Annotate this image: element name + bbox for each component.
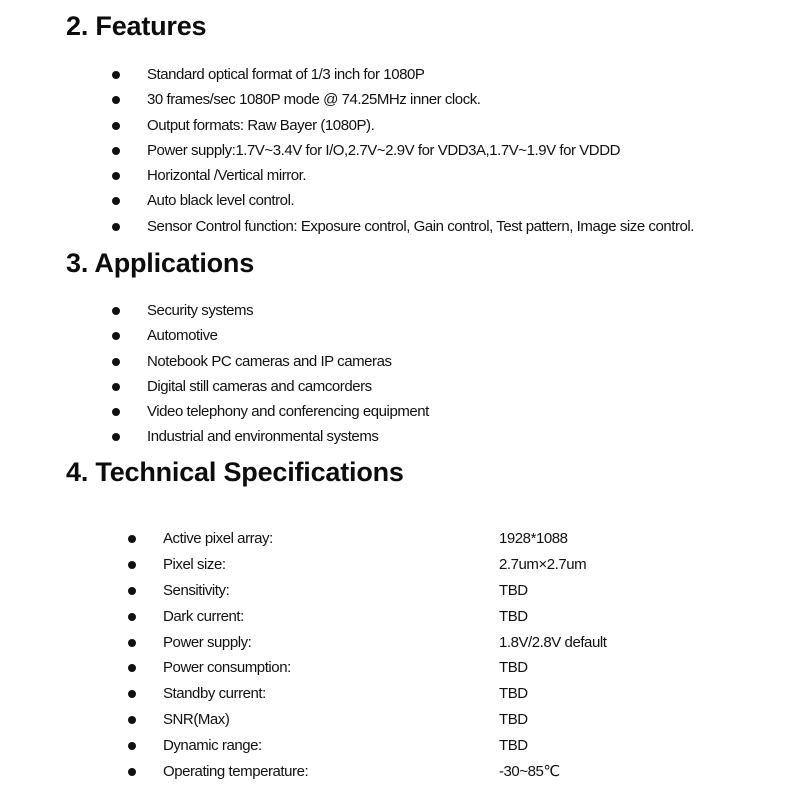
spec-label: Power consumption:: [163, 659, 291, 677]
bullet-icon: [112, 383, 120, 391]
bullet-icon: [112, 122, 120, 130]
feature-text: Sensor Control function: Exposure control, Gain control, Test pattern, Image size control.: [147, 217, 695, 235]
bullet-icon: [112, 332, 120, 340]
spec-label: Operating temperature:: [163, 763, 309, 781]
application-text: Video telephony and conferencing equipment: [147, 403, 429, 421]
bullet-icon: [112, 408, 120, 416]
feature-text: 30 frames/sec 1080P mode @ 74.25MHz inner clock.: [147, 91, 481, 109]
spec-value: 1.8V/2.8V default: [499, 633, 607, 651]
bullet-icon: [112, 197, 120, 205]
spec-label: Dark current:: [163, 607, 244, 625]
bullet-icon: [128, 535, 136, 543]
spec-value: TBD: [499, 685, 528, 703]
applications-heading: 3. Applications: [66, 248, 255, 278]
application-text: Notebook PC cameras and IP cameras: [147, 352, 392, 370]
spec-label: Standby current:: [163, 685, 266, 703]
spec-label: Pixel size:: [163, 555, 226, 573]
feature-text: Output formats: Raw Bayer (1080P).: [147, 116, 375, 134]
bullet-icon: [128, 639, 136, 647]
bullet-icon: [112, 433, 120, 441]
bullet-icon: [112, 358, 120, 366]
feature-text: Horizontal /Vertical mirror.: [147, 167, 307, 185]
application-text: Industrial and environmental systems: [147, 428, 379, 446]
spec-label: SNR(Max): [163, 711, 230, 729]
spec-label: Active pixel array:: [163, 530, 273, 547]
bullet-icon: [112, 223, 120, 231]
specifications-heading: 4. Technical Specifications: [66, 457, 404, 487]
bullet-icon: [128, 716, 136, 724]
spec-label: Sensitivity:: [163, 581, 230, 599]
bullet-icon: [128, 742, 136, 750]
bullet-icon: [128, 561, 136, 569]
application-text: Automotive: [147, 327, 218, 345]
spec-value: 1928*1088: [499, 530, 568, 547]
spec-value: TBD: [499, 711, 528, 729]
spec-value: TBD: [499, 581, 528, 599]
bullet-icon: [128, 587, 136, 595]
bullet-icon: [128, 768, 136, 776]
application-text: Security systems: [147, 302, 254, 319]
spec-value: TBD: [499, 737, 528, 755]
feature-text: Auto black level control.: [147, 192, 295, 210]
features-heading: 2. Features: [66, 11, 207, 41]
spec-value: TBD: [499, 607, 528, 625]
spec-label: Dynamic range:: [163, 737, 262, 755]
spec-value: -30~85℃: [499, 763, 560, 781]
application-text: Digital still cameras and camcorders: [147, 377, 372, 395]
bullet-icon: [128, 690, 136, 698]
spec-value: TBD: [499, 659, 528, 677]
spec-label: Power supply:: [163, 633, 252, 651]
bullet-icon: [112, 147, 120, 155]
bullet-icon: [128, 664, 136, 672]
bullet-icon: [112, 96, 120, 104]
bullet-icon: [112, 172, 120, 180]
bullet-icon: [128, 613, 136, 621]
feature-text: Standard optical format of 1/3 inch for 1080P: [147, 66, 425, 83]
bullet-icon: [112, 307, 120, 315]
spec-value: 2.7um×2.7um: [499, 555, 587, 573]
feature-text: Power supply:1.7V~3.4V for I/O,2.7V~2.9V for VDD3A,1.7V~1.9V for VDDD: [147, 141, 620, 159]
bullet-icon: [112, 71, 120, 79]
